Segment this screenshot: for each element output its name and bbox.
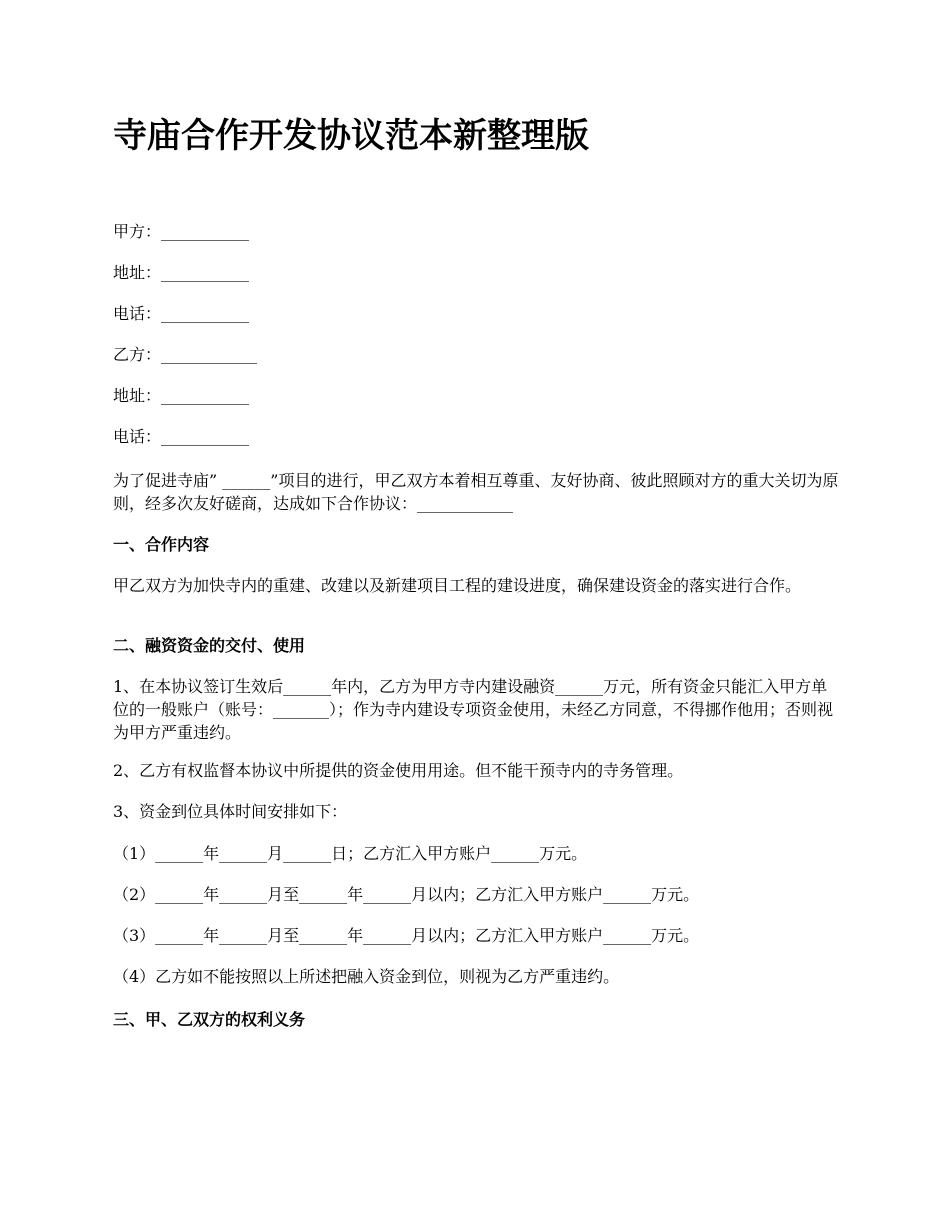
schedule-item-1: （1）______年______月______日；乙方汇入甲方账户______万元。 bbox=[113, 844, 588, 863]
schedule-item-3: （3）______年______月至______年______月以内；乙方汇入甲方账户______万元。 bbox=[113, 926, 700, 945]
section-1-heading: 一、合作内容 bbox=[113, 535, 210, 554]
party-a-address-field: 地址：___________ bbox=[113, 263, 250, 282]
section-2-item-1: 1、在本协议签订生效后______年内，乙方为甲方寺内建设融资______万元，所有资金只能汇入甲方单位的一般账户（账号：_______）；作为寺内建设专项资金使用，未经乙方同意，不得挪作他用；否则视为甲方严重违约。 bbox=[113, 677, 834, 742]
party-a-phone-field: 电话：___________ bbox=[113, 304, 250, 323]
section-1-body: 甲乙双方为加快寺内的重建、改建以及新建项目工程的建设进度，确保建设资金的落实进行合作。 bbox=[113, 576, 802, 595]
party-b-field: 乙方：____________ bbox=[113, 345, 258, 364]
party-a-field: 甲方：___________ bbox=[113, 222, 250, 241]
intro-paragraph: 为了促进寺庙” ______”项目的进行，甲乙双方本着相互尊重、友好协商、彼此照顾对方的重大关切为原则，经多次友好磋商，达成如下合作协议：____________ bbox=[113, 471, 839, 513]
document-title: 寺庙合作开发协议范本新整理版 bbox=[113, 116, 589, 156]
party-b-address-field: 地址：___________ bbox=[113, 386, 250, 405]
party-b-phone-field: 电话：___________ bbox=[113, 427, 250, 446]
schedule-item-4: （4）乙方如不能按照以上所述把融入资金到位，则视为乙方严重违约。 bbox=[113, 967, 620, 986]
section-2-heading: 二、融资资金的交付、使用 bbox=[113, 636, 306, 655]
section-2-item-3: 3、资金到位具体时间安排如下： bbox=[113, 802, 348, 821]
schedule-item-2: （2）______年______月至______年______月以内；乙方汇入甲方账户______万元。 bbox=[113, 885, 700, 904]
section-2-item-2: 2、乙方有权监督本协议中所提供的资金使用用途。但不能干预寺内的寺务管理。 bbox=[113, 761, 684, 780]
section-3-heading: 三、甲、乙双方的权利义务 bbox=[113, 1010, 306, 1029]
